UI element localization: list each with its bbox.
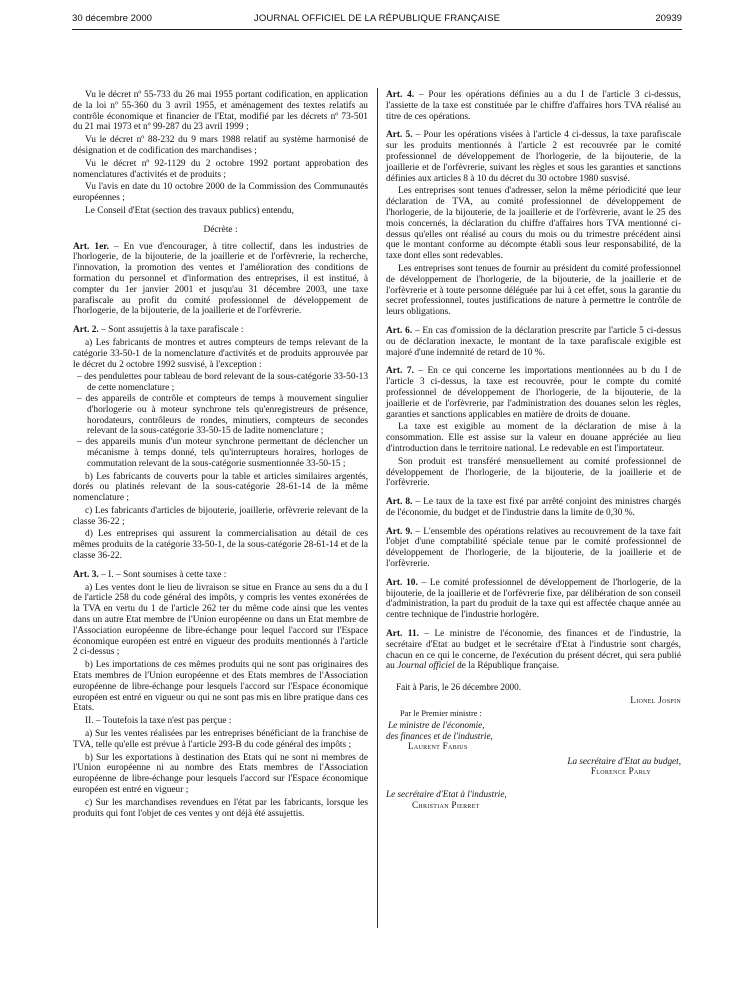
- article-text: – Pour les opérations définies au a du I de l'article 3 ci-dessus, l'assiette de la taxe est constituée par le chiffre d'affaires hors TVA réalisé au titre de ces opérations.: [386, 90, 681, 122]
- header-rule: [72, 29, 682, 30]
- visa-paragraph: Vu l'avis en date du 10 octobre 2000 de la Commission des Communautés européennes ;: [73, 182, 368, 204]
- article-5-p2: Les entreprises sont tenues d'adresser, selon la même périodicité que leur déclaration de TVA, au comité professionnel de développement de l'horlogerie, de la bijouterie, de la joaillerie et de l'orfèvrerie, avant le 25 des mois concernés, la déclaration du chiffre d'affaires hors TVA mentionné ci-dessus qu'elles ont réalisé au cours du mois ou du trimestre précédent ainsi que le montant conforme au décompte établi sous leur responsabilité, de la taxe dont elles sont redevables.: [386, 186, 681, 262]
- article-6: [386, 326, 681, 358]
- minister-name: Laurent Fabius: [408, 741, 468, 752]
- column-divider: [377, 88, 378, 928]
- article-text: – Le comité professionnel de développement de l'horlogerie, de la bijouterie, de la joaillerie et de l'orfèvrerie fixe, par délibération de son conseil d'administration, la part du produit de la taxe qui est affectée chaque année au centre technique de l'industrie horlogère.: [386, 577, 682, 621]
- right-column: [386, 90, 681, 810]
- article-label: Art. 2.: [73, 325, 99, 336]
- article-4: [386, 90, 681, 122]
- article-label: Art. 7.: [386, 366, 414, 377]
- visa-paragraph: Vu le décret nº 55-733 du 26 mai 1955 portant codification, en application de la loi nº 55-360 du 3 avril 1955, et aménagement des textes relatifs au contrôle économique et financier de l'Etat, modifié par les décrets nº 73-501 du 21 mai 1973 et nº 99-287 du 23 avril 1999 ;: [73, 90, 368, 133]
- page-header: [72, 13, 682, 27]
- article-text: – En cas d'omission de la déclaration prescrite par l'article 5 ci-dessus ou de déclaration inexacte, le montant de la taxe parafiscale exigible est majoré d'une indemnité de retard de 10 %.: [386, 325, 681, 358]
- article-label: Art. 4.: [386, 90, 415, 100]
- header-date: 30 décembre 2000: [72, 13, 153, 24]
- article-10: [386, 578, 681, 621]
- article-text: – L'ensemble des opérations relatives au recouvrement de la taxe fait l'objet d'une comptabilité spéciale tenue par le comité professionnel de développement de l'horlogerie, de la bijouterie, de la joaillerie et de l'orfèvrerie.: [386, 526, 681, 570]
- journal-officiel-text: Journal officiel: [397, 661, 455, 672]
- left-column: [73, 90, 368, 821]
- article-3-a: a) Les ventes dont le lieu de livraison se situe en France au sens du a du I de l'article 258 du code général des impôts, y compris les ventes exonérées de la TVA en vertu du 1 de l'article 262 ter du même code ainsi que les ventes dans un autre Etat membre de l'Union européenne ou dans un Etat membre de l'Association européenne de libre-échange pour lequel l'accord sur l'Espace économique européen est entré en vigueur des produits mentionnés à l'article 2 ci-dessus ;: [73, 582, 368, 658]
- article-label: Art. 6.: [386, 325, 413, 336]
- minister-title: [386, 720, 681, 731]
- article-text: – Sont assujettis à la taxe parafiscale :: [98, 325, 244, 336]
- article-7-p2: La taxe est exigible au moment de la déclaration de mise à la consommation. Elle est assise sur la valeur en douane appréciée au lieu d'introduction dans le territoire national. Le redevable en est l'importateur.: [386, 422, 681, 454]
- budget-title: [386, 756, 681, 767]
- article-1: [73, 242, 368, 318]
- article-text: – En ce qui concerne les importations mentionnées au b du I de l'article 3 ci-dessus, la taxe est recouvrée, pour le compte du comité professionnel de développement de l'horlogerie, de la bijouterie, de la joaillerie et de l'orfèvrerie, par l'administration des douanes selon les règles, garanties et sanctions applicables en matière de droits de douane.: [386, 366, 681, 420]
- list-item: – des appareils de contrôle et compteurs de temps à mouvement singulier d'horlogerie ou à moteur synchrone tels qu'enregistreurs de présence, horodateurs, contrôleurs de rondes, minutiers, compteurs de secondes relevant de la sous-catégorie 33-50-15 de ladite nomenclature ;: [73, 394, 368, 437]
- article-2-a: a) Les fabricants de montres et autres compteurs de temps relevant de la catégorie 33-50-1 de la nomenclature d'activités et de produits approuvée par le décret du 2 octobre 1992 susvisé, à l'exception :: [73, 337, 368, 370]
- article-9: [386, 527, 681, 570]
- article-2-d: d) Les entreprises qui assurent la commercialisation au détail de ces mêmes produits de la catégorie 33-50-1, de la sous-catégorie 28-61-14 et de la classe 36-22.: [73, 529, 368, 562]
- article-2-c: c) Les fabricants d'articles de bijouterie, joaillerie, orfèvrerie relevant de la classe 36-22 ;: [73, 505, 368, 527]
- budget-name: Florence Parly: [590, 766, 651, 777]
- header-page-number: 20939: [655, 13, 682, 24]
- article-11: [386, 629, 681, 672]
- article-5-p3: Les entreprises sont tenues de fournir au président du comité professionnel de développement de l'horlogerie, de la bijouterie, de la joaillerie et de l'orfèvrerie et à toute personne déléguée par lui à cet effet, sous la garantie du secret professionnel, toutes justifications de nature à permettre le contrôle de leurs obligations.: [386, 263, 681, 318]
- article-3: [73, 570, 368, 581]
- article-label: Art. 5.: [386, 130, 413, 141]
- article-8: [386, 497, 681, 519]
- par-premier-ministre: Par le Premier ministre :: [400, 709, 482, 719]
- article-text: – Le ministre de l'économie, des finances et de l'industrie, la secrétaire d'Etat au budget et le secrétaire d'Etat à l'industrie sont chargés, chacun en ce qui le concerne, de l'exécution du présent décret, qui sera publié au: [386, 629, 681, 672]
- industry-title: [386, 789, 681, 800]
- signature-block: [386, 682, 681, 810]
- list-item: – des appareils munis d'un moteur synchrone permettant de déclencher un mécanisme à temps donné, tels qu'interrupteurs horaires, horloges de commutation relevant de la sous-catégorie susmentionnée 33-50-15 ;: [73, 437, 368, 469]
- article-2: [73, 325, 368, 336]
- article-3-II-c: c) Sur les marchandises revendues en l'état par les fabricants, lorsque les produits qui font l'objet de ces ventes y ont déjà été assujettis.: [73, 797, 368, 819]
- decrete-heading: Décrète :: [203, 224, 238, 235]
- article-2-b: b) Les fabricants de couverts pour la table et articles similaires argentés, dorés ou platinés relevant de la sous-catégorie 28-61-14 de la même nomenclature ;: [73, 471, 368, 504]
- list-item: – des pendulettes pour tableau de bord relevant de la sous-catégorie 33-50-13 de cette nomenclature ;: [73, 372, 368, 394]
- article-text: – En vue d'encourager, à titre collectif, dans les industries de l'horlogerie, de la bijouterie, de la joaillerie et de l'orfèvrerie, la recherche, l'innovation, la promotion des ventes et l'amélioration des conditions de formation du personnel et d'information des entreprises, il est institué, à compter du 1er janvier 2001 et jusqu'au 31 décembre 2003, une taxe parafiscale au profit du comité professionnel de développement de l'horlogerie, de la bijouterie, de la joaillerie et de l'orfèvrerie.: [73, 241, 369, 317]
- industry-name: Christian Pierret: [412, 799, 480, 810]
- article-text: de la République française.: [454, 661, 560, 672]
- article-3-II-b: b) Sur les exportations à destination des Etats qui ne sont ni membres de l'Union européenne ni au nombre des Etats membres de l'Association européenne de libre-échange pour lesquels l'accord sur l'Espace économique européen est entré en vigueur ;: [73, 752, 368, 796]
- article-label: Art. 11.: [386, 629, 419, 640]
- article-3-b: b) Les importations de ces mêmes produits qui ne sont pas originaires des Etats membres de l'Union européenne et des Etats membres de l'Association européenne de libre-échange pour lesquels l'accord sur l'Espace économique européen est entré en vigueur ou qui ne sont pas mis en libre pratique dans ces Etats.: [73, 660, 368, 714]
- header-title: JOURNAL OFFICIEL DE LA RÉPUBLIQUE FRANÇAISE: [253, 13, 501, 24]
- article-label: Art. 1er.: [73, 241, 109, 252]
- article-text: – I. – Sont soumises à cette taxe :: [98, 569, 227, 580]
- minister-title: [386, 731, 681, 742]
- article-7: [386, 366, 681, 420]
- visa-paragraph: Vu le décret nº 88-232 du 9 mars 1988 relatif au système harmonisé de désignation et de codification des marchandises ;: [73, 135, 368, 156]
- industry-title-line: Le secrétaire d'Etat à l'industrie,: [386, 789, 507, 799]
- article-text: – Le taux de la taxe est fixé par arrêté conjoint des ministres chargés de l'économie, du budget et de l'industrie dans la limite de 0,30 %.: [386, 497, 681, 518]
- article-label: Art. 8.: [386, 497, 413, 508]
- prime-minister-name: Lionel Jospin: [630, 694, 681, 705]
- conseil-paragraph: Le Conseil d'Etat (section des travaux publics) entendu,: [85, 205, 294, 216]
- article-label: Art. 3.: [73, 569, 99, 580]
- budget-title-line: La secrétaire d'Etat au budget,: [567, 755, 681, 766]
- article-3-II: II. – Toutefois la taxe n'est pas perçue :: [85, 716, 232, 727]
- fait-line: Fait à Paris, le 26 décembre 2000.: [396, 682, 522, 693]
- article-5: [386, 130, 681, 184]
- visa-paragraph: Vu le décret nº 92-1129 du 2 octobre 1992 portant approbation des nomenclatures d'activités et de produits ;: [73, 158, 368, 180]
- minister-title-line: des finances et de l'industrie,: [386, 730, 493, 741]
- article-7-p3: Son produit est transféré mensuellement au comité professionnel de développement de l'horlogerie, de la bijouterie, de la joaillerie et de l'orfèvrerie.: [386, 456, 681, 489]
- minister-title-line: Le ministre de l'économie,: [388, 720, 485, 731]
- article-3-II-a: a) Sur les ventes réalisées par les entreprises bénéficiant de la franchise de TVA, telle qu'elle est prévue à l'article 293-B du code général des impôts ;: [73, 729, 368, 750]
- article-text: – Pour les opérations visées à l'article 4 ci-dessus, la taxe parafiscale sur les produits mentionnés à l'article 2 est recouvrée par le comité professionnel de développement de l'horlogerie, de la bijouterie, de la joaillerie et de l'orfèvrerie, suivant les règles et sous les garanties et sanctions définies aux articles 8 à 10 du décret du 30 octobre 1980 susvisé.: [386, 130, 681, 184]
- article-label: Art. 10.: [386, 577, 418, 588]
- article-label: Art. 9.: [386, 526, 413, 537]
- exception-list: [73, 372, 368, 469]
